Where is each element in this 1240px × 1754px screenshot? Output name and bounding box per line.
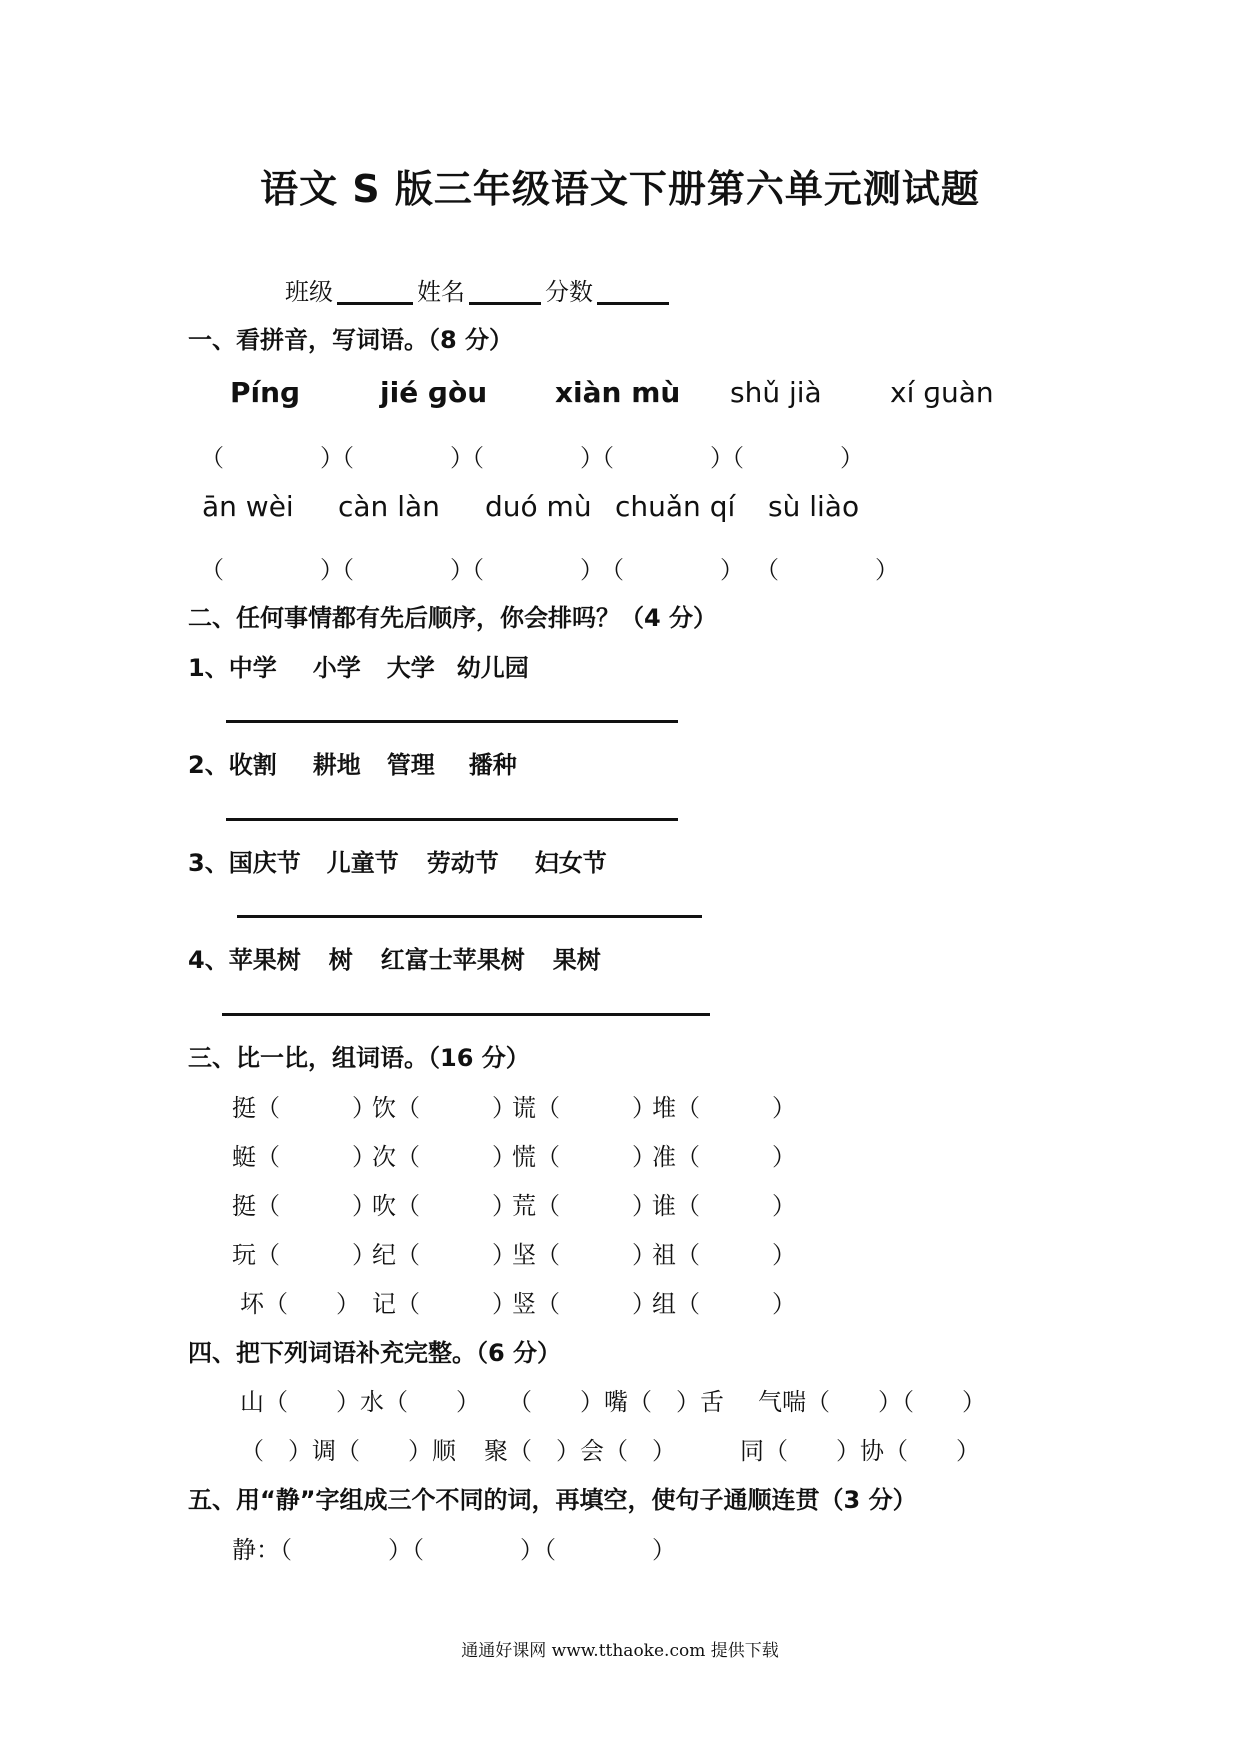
order-word: 播种 [468, 751, 517, 779]
idiom-row-2 [240, 1431, 980, 1466]
answer-line[interactable] [222, 1013, 710, 1016]
answer-paren[interactable]: （ ） [755, 556, 899, 584]
page-title: 语文 S 版三年级语文下册第六单元测试题 [260, 167, 980, 211]
compare-cell[interactable]: 谁（ ） [652, 1192, 796, 1220]
order-word: 果树 [552, 946, 601, 974]
compare-row [240, 1284, 796, 1319]
name-blank[interactable] [469, 276, 541, 305]
footer-credit: 通通好课网 www.tthaoke.com 提供下载 [461, 1641, 779, 1661]
answer-line[interactable] [226, 818, 678, 821]
answer-paren[interactable]: （ ） [600, 556, 744, 584]
idiom-item[interactable]: （ ）调（ ）顺 [240, 1437, 456, 1465]
order-word: 收割 [228, 751, 277, 779]
pinyin-item: shǔ jià [730, 376, 822, 409]
compare-cell[interactable]: 慌（ ） [512, 1143, 656, 1171]
compare-cell[interactable]: 竖（ ） [512, 1290, 656, 1318]
compare-cell[interactable]: 挺（ ） [232, 1094, 376, 1122]
compare-cell[interactable]: 次（ ） [372, 1143, 516, 1171]
answer-line[interactable] [237, 915, 702, 918]
class-blank[interactable] [337, 276, 413, 305]
compare-row [232, 1235, 796, 1270]
student-info [285, 272, 673, 307]
compare-cell[interactable]: 荒（ ） [512, 1192, 656, 1220]
jing-answer-row[interactable]: 静：（ ）（ ）（ ） [232, 1536, 676, 1564]
answer-paren[interactable]: （ ） [720, 444, 864, 472]
compare-cell[interactable]: 蜓（ ） [232, 1143, 376, 1171]
answer-paren[interactable]: （ ） [460, 444, 604, 472]
class-label: 班级 [285, 278, 333, 306]
order-word: 苹果树 [228, 946, 301, 974]
pinyin-item: duó mù [485, 490, 592, 523]
compare-cell[interactable]: 坏（ ） [240, 1290, 360, 1318]
idiom-row-1 [240, 1382, 986, 1417]
compare-cell[interactable]: 祖（ ） [652, 1241, 796, 1269]
score-label: 分数 [545, 278, 593, 306]
order-word: 中学 [228, 654, 277, 682]
compare-cell[interactable]: 玩（ ） [232, 1241, 376, 1269]
idiom-item[interactable]: 山（ ）水（ ） [240, 1388, 480, 1416]
section2-heading: 二、任何事情都有先后顺序，你会排吗？（4 分） [188, 604, 718, 632]
question-number: 4、 [188, 946, 229, 974]
compare-cell[interactable]: 堆（ ） [652, 1094, 796, 1122]
order-word: 劳动节 [426, 849, 499, 877]
order-word: 幼儿园 [456, 654, 529, 682]
order-question-4 [188, 940, 601, 975]
order-word: 管理 [386, 751, 435, 779]
answer-paren[interactable]: （ ） [200, 556, 344, 584]
section5-heading: 五、用“静”字组成三个不同的词，再填空，使句子通顺连贯（3 分） [188, 1486, 917, 1514]
answer-paren[interactable]: （ ） [460, 556, 604, 584]
order-word: 小学 [312, 654, 361, 682]
compare-cell[interactable]: 记（ ） [372, 1290, 516, 1318]
pinyin-item: ān wèi [202, 490, 294, 523]
compare-cell[interactable]: 吹（ ） [372, 1192, 516, 1220]
compare-row [232, 1137, 796, 1172]
order-word: 大学 [386, 654, 435, 682]
compare-cell[interactable]: 谎（ ） [512, 1094, 656, 1122]
compare-cell[interactable]: 纪（ ） [372, 1241, 516, 1269]
name-label: 姓名 [417, 278, 465, 306]
compare-cell[interactable]: 坚（ ） [512, 1241, 656, 1269]
pinyin-item: sù liào [768, 490, 860, 523]
pinyin-item: xiàn mù [555, 376, 681, 409]
compare-row [232, 1186, 796, 1221]
order-word: 妇女节 [534, 849, 607, 877]
pinyin-item: càn làn [338, 490, 440, 523]
compare-cell[interactable]: 准（ ） [652, 1143, 796, 1171]
idiom-item[interactable]: 同（ ）协（ ） [740, 1437, 980, 1465]
section4-heading: 四、把下列词语补充完整。（6 分） [188, 1339, 562, 1367]
order-question-3 [188, 843, 607, 878]
compare-row [232, 1088, 796, 1123]
question-number: 1、 [188, 654, 229, 682]
answer-paren[interactable]: （ ） [330, 556, 474, 584]
pinyin-item: xí ɡuàn [890, 376, 994, 409]
order-question-1 [188, 648, 529, 683]
score-blank[interactable] [597, 276, 669, 305]
compare-cell[interactable]: 组（ ） [652, 1290, 796, 1318]
order-word: 儿童节 [326, 849, 399, 877]
question-number: 3、 [188, 849, 229, 877]
idiom-item[interactable]: 气喘（ ）（ ） [758, 1388, 986, 1416]
idiom-item[interactable]: （ ）嘴（ ）舌 [508, 1388, 724, 1416]
answer-line[interactable] [226, 720, 678, 723]
order-word: 红富士苹果树 [380, 946, 525, 974]
idiom-item[interactable]: 聚（ ）会（ ） [484, 1437, 676, 1465]
section3-heading: 三、比一比，组词语。（16 分） [188, 1044, 530, 1072]
order-question-2 [188, 745, 517, 780]
section1-heading: 一、看拼音，写词语。（8 分） [188, 326, 514, 354]
compare-cell[interactable]: 饮（ ） [372, 1094, 516, 1122]
pinyin-item: chuǎn qí [615, 490, 736, 523]
answer-paren[interactable]: （ ） [330, 444, 474, 472]
answer-paren[interactable]: （ ） [590, 444, 734, 472]
answer-paren[interactable]: （ ） [200, 444, 344, 472]
pinyin-item: Pínɡ [230, 376, 301, 409]
compare-cell[interactable]: 挺（ ） [232, 1192, 376, 1220]
question-number: 2、 [188, 751, 229, 779]
order-word: 国庆节 [228, 849, 301, 877]
order-word: 树 [328, 946, 353, 974]
order-word: 耕地 [312, 751, 361, 779]
pinyin-item: jié ɡòu [380, 376, 488, 409]
